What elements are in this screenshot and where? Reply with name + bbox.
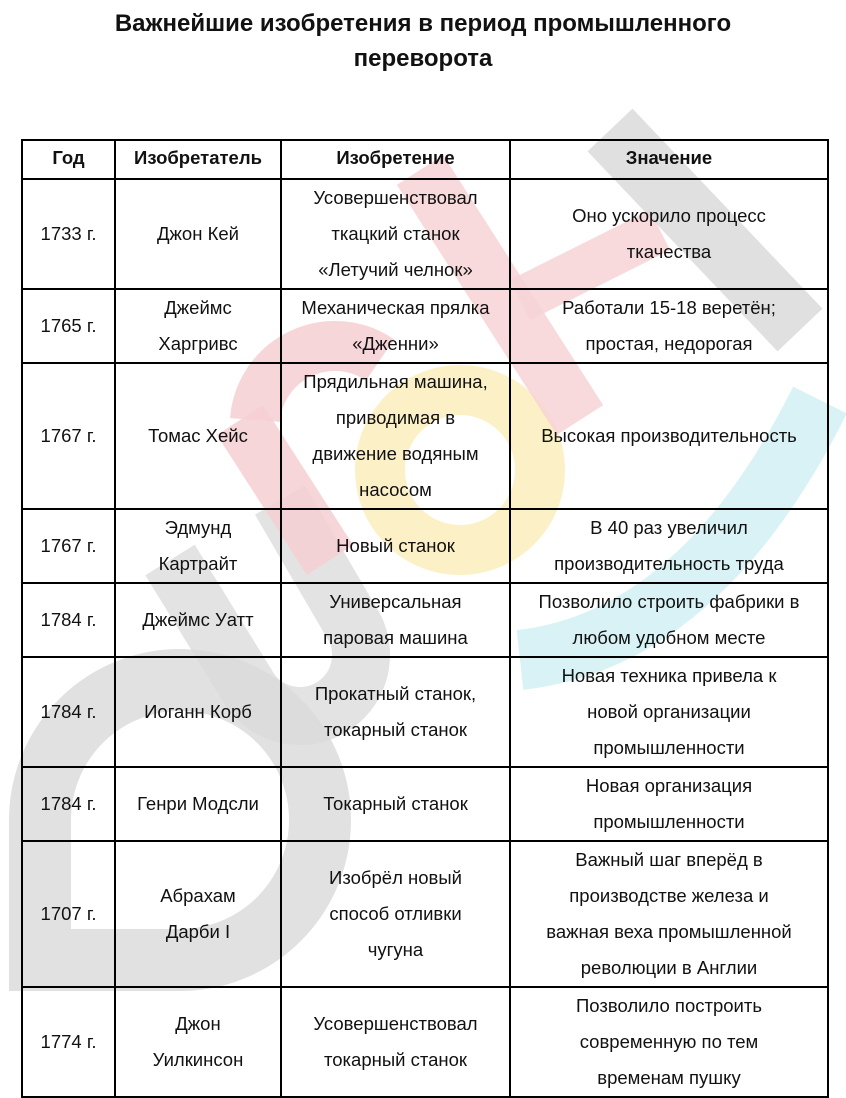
cell-year: 1784 г. — [22, 767, 115, 841]
cell-inventor-line: Иоганн Корб — [144, 701, 252, 722]
cell-invention-line: токарный станок — [323, 719, 468, 740]
cell-meaning — [510, 657, 828, 767]
table-row — [22, 657, 828, 767]
cell-inventor — [115, 657, 281, 767]
cell-inventor-line: Генри Модсли — [137, 793, 259, 814]
cell-invention-line: движение водяным — [312, 443, 479, 464]
cell-invention-line: токарный станок — [323, 1049, 468, 1070]
page-title — [0, 6, 846, 76]
column-header-inventor: Изобретатель — [115, 140, 281, 179]
cell-meaning-line: промышленности — [593, 737, 745, 758]
cell-meaning-line: простая, недорогая — [585, 333, 753, 354]
cell-meaning-line: В 40 раз увеличил — [590, 517, 748, 538]
page-title-line-2: переворота — [353, 45, 493, 72]
cell-meaning-line: Позволило построить — [576, 995, 762, 1016]
column-header-year: Год — [22, 140, 115, 179]
column-header-meaning: Значение — [510, 140, 828, 179]
cell-invention-line: Механическая прялка — [301, 297, 490, 318]
cell-invention-line: Прокатный станок, — [314, 683, 477, 704]
cell-inventor-line: Дарби I — [165, 921, 231, 942]
cell-inventor — [115, 583, 281, 657]
cell-meaning — [510, 987, 828, 1097]
inventions-table — [21, 139, 829, 1098]
cell-invention-line: способ отливки — [329, 903, 462, 924]
cell-invention — [281, 767, 510, 841]
cell-invention — [281, 289, 510, 363]
cell-invention-line: приводимая в — [335, 407, 456, 428]
cell-year: 1733 г. — [22, 179, 115, 289]
table-row — [22, 987, 828, 1097]
cell-inventor — [115, 841, 281, 987]
cell-invention-line: Универсальная — [329, 591, 462, 612]
table-row — [22, 363, 828, 509]
cell-invention — [281, 363, 510, 509]
cell-meaning-line: Новая организация — [585, 775, 753, 796]
cell-inventor-line: Картрайт — [158, 553, 238, 574]
table-row — [22, 583, 828, 657]
cell-invention-line: насосом — [359, 479, 432, 500]
cell-meaning-line: любом удобном месте — [572, 627, 766, 648]
cell-invention-line: паровая машина — [323, 627, 468, 648]
cell-invention-line: Изобрёл новый — [329, 867, 462, 888]
cell-invention — [281, 179, 510, 289]
cell-year: 1774 г. — [22, 987, 115, 1097]
cell-invention-line: «Летучий челнок» — [318, 259, 473, 280]
cell-meaning — [510, 583, 828, 657]
cell-meaning — [510, 179, 828, 289]
column-header-invention: Изобретение — [281, 140, 510, 179]
cell-inventor-line: Абрахам — [160, 885, 236, 906]
cell-meaning-line: производительность труда — [554, 553, 784, 574]
cell-meaning-line: важная веха промышленной — [546, 921, 792, 942]
cell-meaning — [510, 289, 828, 363]
cell-inventor — [115, 509, 281, 583]
cell-invention-line: Усовершенствовал — [313, 187, 478, 208]
cell-year: 1767 г. — [22, 509, 115, 583]
cell-invention-line: «Дженни» — [352, 333, 439, 354]
cell-meaning-line: временам пушку — [597, 1067, 741, 1088]
cell-inventor-line: Джон — [175, 1013, 221, 1034]
cell-year: 1765 г. — [22, 289, 115, 363]
cell-inventor — [115, 767, 281, 841]
cell-meaning-line: производстве железа и — [569, 885, 769, 906]
cell-meaning-line: революции в Англии — [580, 957, 758, 978]
cell-inventor-line: Джеймс Уатт — [142, 609, 254, 630]
page-title-line-1: Важнейшие изобретения в период промышленного — [114, 10, 732, 37]
cell-meaning-line: Высокая производительность — [541, 425, 797, 446]
cell-inventor-line: Уилкинсон — [152, 1049, 244, 1070]
cell-meaning — [510, 767, 828, 841]
cell-inventor-line: Харгривс — [158, 333, 238, 354]
cell-year: 1767 г. — [22, 363, 115, 509]
cell-invention-line: Прядильная машина, — [303, 371, 488, 392]
table-header-row — [22, 140, 828, 179]
table-row — [22, 509, 828, 583]
cell-meaning-line: Важный шаг вперёд в — [575, 849, 763, 870]
cell-meaning-line: новой организации — [587, 701, 751, 722]
table-row — [22, 179, 828, 289]
cell-inventor-line: Джеймс — [164, 297, 232, 318]
cell-invention-line: Токарный станок — [323, 793, 468, 814]
cell-meaning-line: ткачества — [626, 241, 712, 262]
table-body — [22, 179, 828, 1097]
cell-invention-line: Новый станок — [336, 535, 455, 556]
cell-inventor — [115, 987, 281, 1097]
cell-invention — [281, 657, 510, 767]
cell-year: 1784 г. — [22, 583, 115, 657]
cell-meaning-line: промышленности — [593, 811, 745, 832]
cell-invention-line: Усовершенствовал — [313, 1013, 478, 1034]
cell-meaning-line: современную по тем — [579, 1031, 759, 1052]
cell-meaning — [510, 363, 828, 509]
cell-invention — [281, 509, 510, 583]
cell-meaning-line: Новая техника привела к — [561, 665, 777, 686]
cell-invention — [281, 583, 510, 657]
cell-inventor — [115, 363, 281, 509]
cell-year: 1707 г. — [22, 841, 115, 987]
cell-invention — [281, 841, 510, 987]
table-row — [22, 767, 828, 841]
cell-invention-line: чугуна — [367, 939, 424, 960]
cell-meaning-line: Оно ускорило процесс — [572, 205, 766, 226]
cell-meaning — [510, 509, 828, 583]
cell-inventor — [115, 289, 281, 363]
cell-meaning-line: Работали 15-18 веретён; — [562, 297, 776, 318]
table-row — [22, 841, 828, 987]
cell-invention — [281, 987, 510, 1097]
cell-meaning-line: Позволило строить фабрики в — [538, 591, 800, 612]
cell-year: 1784 г. — [22, 657, 115, 767]
cell-inventor-line: Джон Кей — [157, 223, 239, 244]
cell-inventor — [115, 179, 281, 289]
table-row — [22, 289, 828, 363]
cell-invention-line: ткацкий станок — [331, 223, 460, 244]
cell-inventor-line: Томас Хейс — [148, 425, 248, 446]
cell-meaning — [510, 841, 828, 987]
cell-inventor-line: Эдмунд — [164, 517, 232, 538]
